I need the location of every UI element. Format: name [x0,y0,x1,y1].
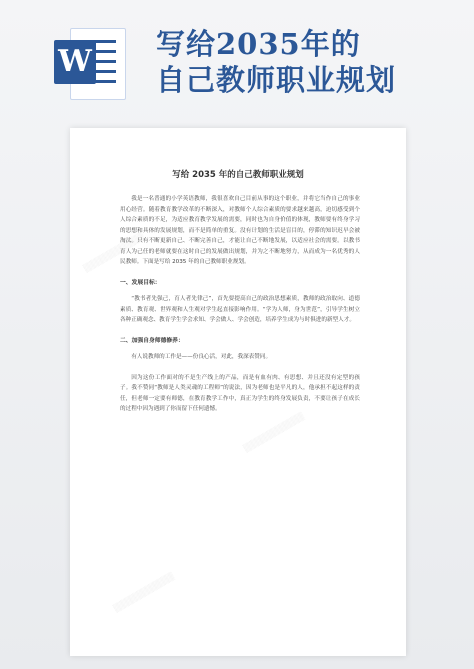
section2-paragraph-1: 有人说教师的工作是——份良心活，对此，我深表赞同。 [131,354,272,360]
intro-paragraph: 我是一名普通的小学英语教师，我很喜欢自己目前从事的这个职业，并将它当作自己的事业用心经营。随着教育教学改革的不断深入，对教师个人综合素质的要求越来越高，迫切感受到个人综合素质的不足，为适应教育教学发展的需要，同时也为自身价值的体现，教师要有终身学习的思想和具体的发展规划，而不是简单的重复。没有计划的生活是盲目的，停滞的知识迟早会被淘汰。只有不断更新自己、不断完善自己，才能让自己不断地发展，以适应社会的需要。以教书育人为己任的老师就要在这时自己的发展做出规划，并为之不断地努力，从而成为一名优秀的人民教师。下面是写给 2035 年的自己教师职业规划。 [120,196,360,265]
word-badge-letter: W [54,40,96,84]
document-page [70,128,406,656]
banner-title-line2: 自己教师职业规划 [156,63,397,97]
watermark: ▒▒▒▒▒▒▒▒▒▒▒ [242,411,306,454]
header-banner [0,0,474,112]
word-document-icon [54,22,124,104]
section2-paragraph-2: 因为这份工作面对的不是生产线上的产品，而是有血有肉、有思想、并且还没有定型的孩子。我不赞同“教师是人类灵魂的工程师”的说法，因为老师也是平凡的人，他承担不起这样的责任，但老师一定要有师德，在教育教学工作中，真正为学生的终身发展负责，不要让孩子在成长的过程中因为遇到了你而留下任何遗憾。 [120,374,360,412]
document-body [120,194,360,415]
watermark: ▒▒▒▒▒▒▒▒▒▒▒ [82,231,146,274]
banner-title-line1: 写给2035年的 [156,27,361,61]
watermark: ▒▒▒▒▒▒▒▒▒▒▒ [112,571,176,614]
banner-title [156,26,466,98]
paragraph-gap [120,363,360,373]
section2-heading: 二、加强自身师德修养： [120,337,184,344]
section1-paragraph: “教书者先强己，育人者先律己”，首先要提高自己的政治思想素质，教师的政治取向、道德素质、教育观、世界观和人生观对学生起直接影响作用。“学为人师，身为世范”，引导学生树立各种正确观念、教育学生学会求知、学会做人、学会创造，培养学生成为与时俱进的新型人才。 [120,296,360,323]
document-title: 写给 2035 年的自己教师职业规划 [172,170,304,180]
section1-heading: 一、发展目标： [120,279,161,286]
